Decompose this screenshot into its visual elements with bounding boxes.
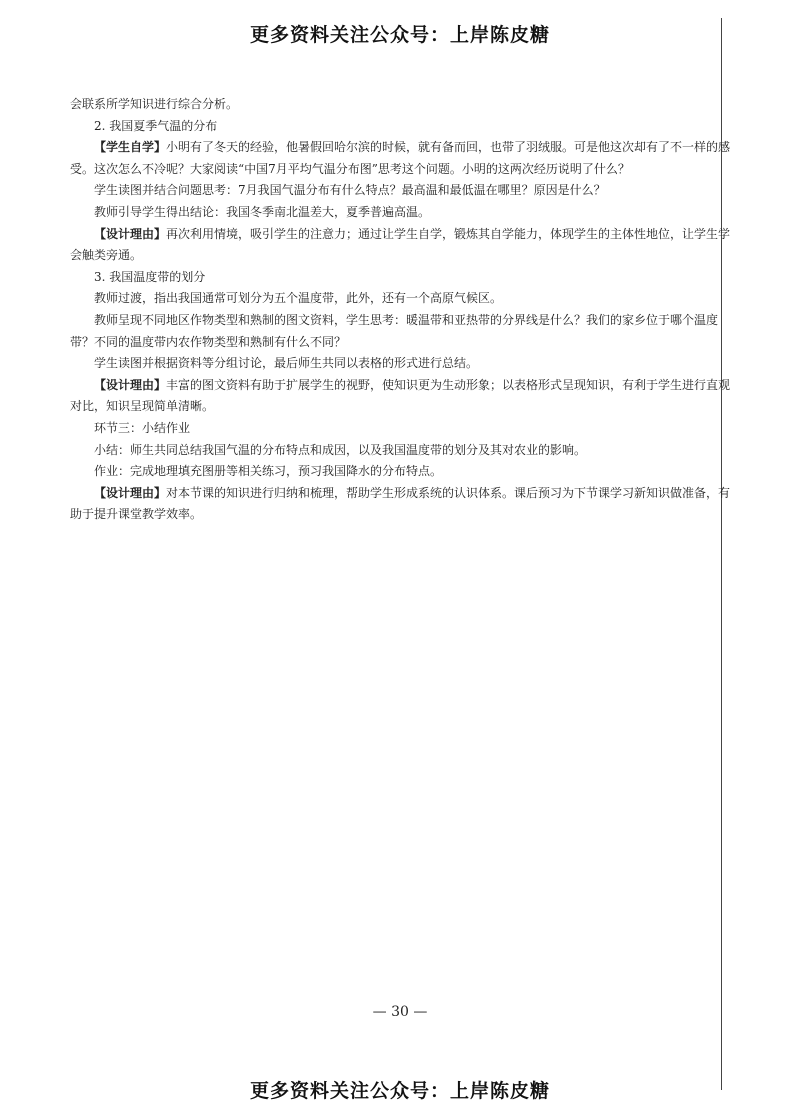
paragraph: 教师过渡，指出我国通常可划分为五个温度带，此外，还有一个高原气候区。 [94, 291, 503, 306]
section-heading: 3. 我国温度带的划分 [94, 269, 206, 284]
page-number: — 30 — [372, 1004, 428, 1020]
paragraph [70, 224, 738, 267]
document-body [70, 94, 738, 526]
paragraph-text: 对本节课的知识进行归纳和梳理，帮助学生形成系统的认识体系。课后预习为下节课学习新知识做准备，有助于提升课堂教学效率。 [70, 485, 731, 522]
paragraph: 作业：完成地理填充图册等相关练习，预习我国降水的分布特点。 [94, 464, 443, 479]
paragraph: 学生读图并结合问题思考：7月我国气温分布有什么特点？最高温和最低温在哪里？原因是什么？ [94, 183, 606, 198]
paragraph-text: 丰富的图文资料有助于扩展学生的视野，使知识更为生动形象；以表格形式呈现知识，有利于学生进行直观对比，知识呈现简单清晰。 [70, 377, 731, 414]
section-heading: 环节三：小结作业 [94, 420, 191, 435]
footer-banner: 更多资料关注公众号：上岸陈皮糖 [249, 1080, 550, 1102]
label-tag: 【设计理由】 [94, 226, 167, 241]
section-heading: 2. 我国夏季气温的分布 [94, 118, 218, 133]
paragraph [70, 483, 738, 526]
header-banner: 更多资料关注公众号：上岸陈皮糖 [249, 24, 550, 46]
paragraph: 会联系所学知识进行综合分析。 [70, 97, 239, 111]
paragraph [70, 137, 738, 180]
paragraph: 小结：师生共同总结我国气温的分布特点和成因，以及我国温度带的划分及其对农业的影响。 [94, 442, 587, 457]
paragraph: 学生读图并根据资料等分组讨论，最后师生共同以表格的形式进行总结。 [94, 356, 479, 371]
label-tag: 【设计理由】 [94, 485, 167, 500]
paragraph: 教师呈现不同地区作物类型和熟制的图文资料，学生思考：暖温带和亚热带的分界线是什么？我们的家乡位于哪个温度带？不同的温度带内农作物类型和熟制有什么不同？ [70, 312, 719, 349]
label-tag: 【学生自学】 [94, 140, 167, 155]
paragraph-text: 再次利用情境，吸引学生的注意力；通过让学生自学，锻炼其自学能力，体现学生的主体性地位，让学生学会触类旁通。 [70, 226, 731, 263]
paragraph [70, 375, 738, 418]
label-tag: 【设计理由】 [94, 377, 167, 392]
paragraph-text: 小明有了冬天的经验，他暑假回哈尔滨的时候，就有备而回，也带了羽绒服。可是他这次却有了不一样的感受。这次怎么不冷呢？大家阅读“中国7月平均气温分布图”思考这个问题。小明的这两次经历说明了什么？ [70, 140, 731, 176]
paragraph: 教师引导学生得出结论：我国冬季南北温差大，夏季普遍高温。 [94, 204, 431, 219]
